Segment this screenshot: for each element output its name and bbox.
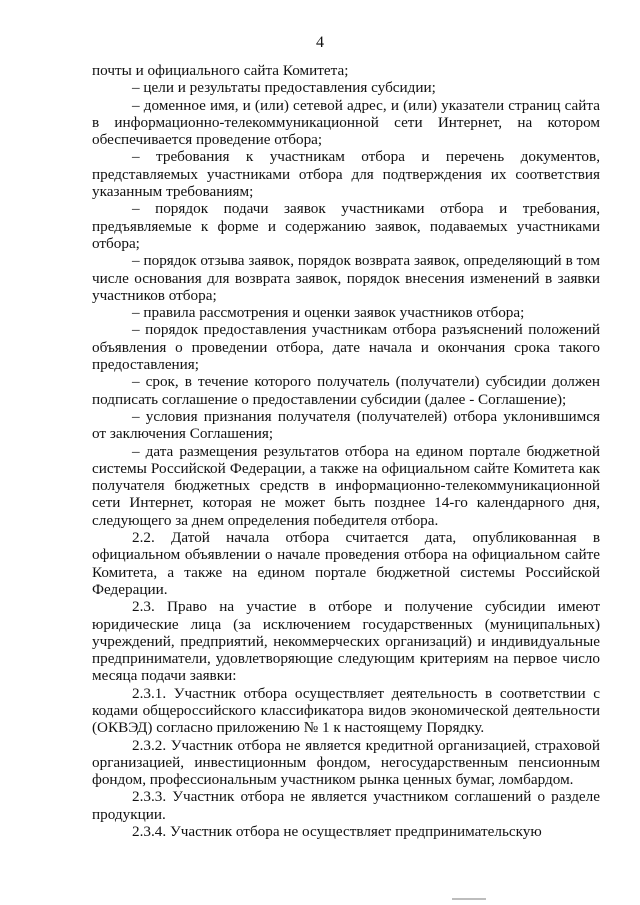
paragraph: почты и официального сайта Комитета;	[92, 62, 349, 79]
paragraph: – доменное имя, и (или) сетевой адрес, и (или) указатели страниц сайта в информационно-телекоммуникационной сети Интернет, на котором обеспечивается проведение отбора;	[92, 96, 600, 149]
paragraph: – дата размещения результатов отбора на едином портале бюджетной системы Российской Федерации, а также на официальном сайте Комитета как получателя бюджетных средств в информационно-телекоммуникационной сети Интернет, которая не может быть позднее 14-го календарного дня, следующего за днем определения победителя отбора.	[92, 442, 600, 529]
paragraph: – цели и результаты предоставления субсидии;	[132, 79, 436, 97]
scan-mark	[452, 898, 486, 900]
paragraph: 2.3.1. Участник отбора осуществляет деятельность в соответствии с кодами общероссийского классификатора видов экономической деятельности (ОКВЭД) согласно приложению № 1 к настоящему Порядку.	[92, 684, 600, 737]
paragraph: 2.3.3. Участник отбора не является участником соглашений о разделе продукции.	[92, 788, 600, 823]
paragraph: 2.3.4. Участник отбора не осуществляет предпринимательскую	[132, 823, 542, 841]
paragraph: 2.3. Право на участие в отборе и получение субсидии имеют юридические лица (за исключением государственных (муниципальных) учреждений, предприятий, некоммерческих организаций) и индивидуальные предприниматели, удовлетворяющие следующим критериям на первое число месяца подачи заявки:	[92, 598, 600, 685]
paragraph: – порядок отзыва заявок, порядок возврата заявок, определяющий в том числе основания для возврата заявок, порядок внесения изменений в заявки участников отбора;	[92, 252, 600, 304]
paragraph: – порядок подачи заявок участниками отбора и требования, предъявляемые к форме и содержанию заявок, подаваемых участниками отбора;	[92, 200, 600, 252]
document-body	[92, 62, 600, 840]
paragraph: – срок, в течение которого получатель (получатели) субсидии должен подписать соглашение о предоставлении субсидии (далее - Соглашение);	[92, 373, 600, 408]
paragraph: – условия признания получателя (получателей) отбора уклонившимся от заключения Соглашения;	[92, 407, 600, 443]
paragraph: – правила рассмотрения и оценки заявок участников отбора;	[132, 304, 525, 322]
paragraph: – требования к участникам отбора и перечень документов, представляемых участниками отбора для подтверждения их соответствия указанным требованиям;	[92, 148, 600, 201]
paragraph: – порядок предоставления участникам отбора разъяснений положений объявления о проведении отбора, дате начала и окончания срока такого предоставления;	[92, 321, 600, 374]
paragraph: 2.3.2. Участник отбора не является кредитной организацией, страховой организацией, инвестиционным фондом, негосударственным пенсионным фондом, профессиональным участником рынка ценных бумаг, ломбардом.	[92, 736, 600, 789]
paragraph: 2.2. Датой начала отбора считается дата, опубликованная в официальном объявлении о начале проведения отбора на официальном сайте Комитета, а также на едином портале бюджетной системы Российской Федерации.	[92, 529, 600, 598]
page-number: 4	[316, 34, 324, 51]
